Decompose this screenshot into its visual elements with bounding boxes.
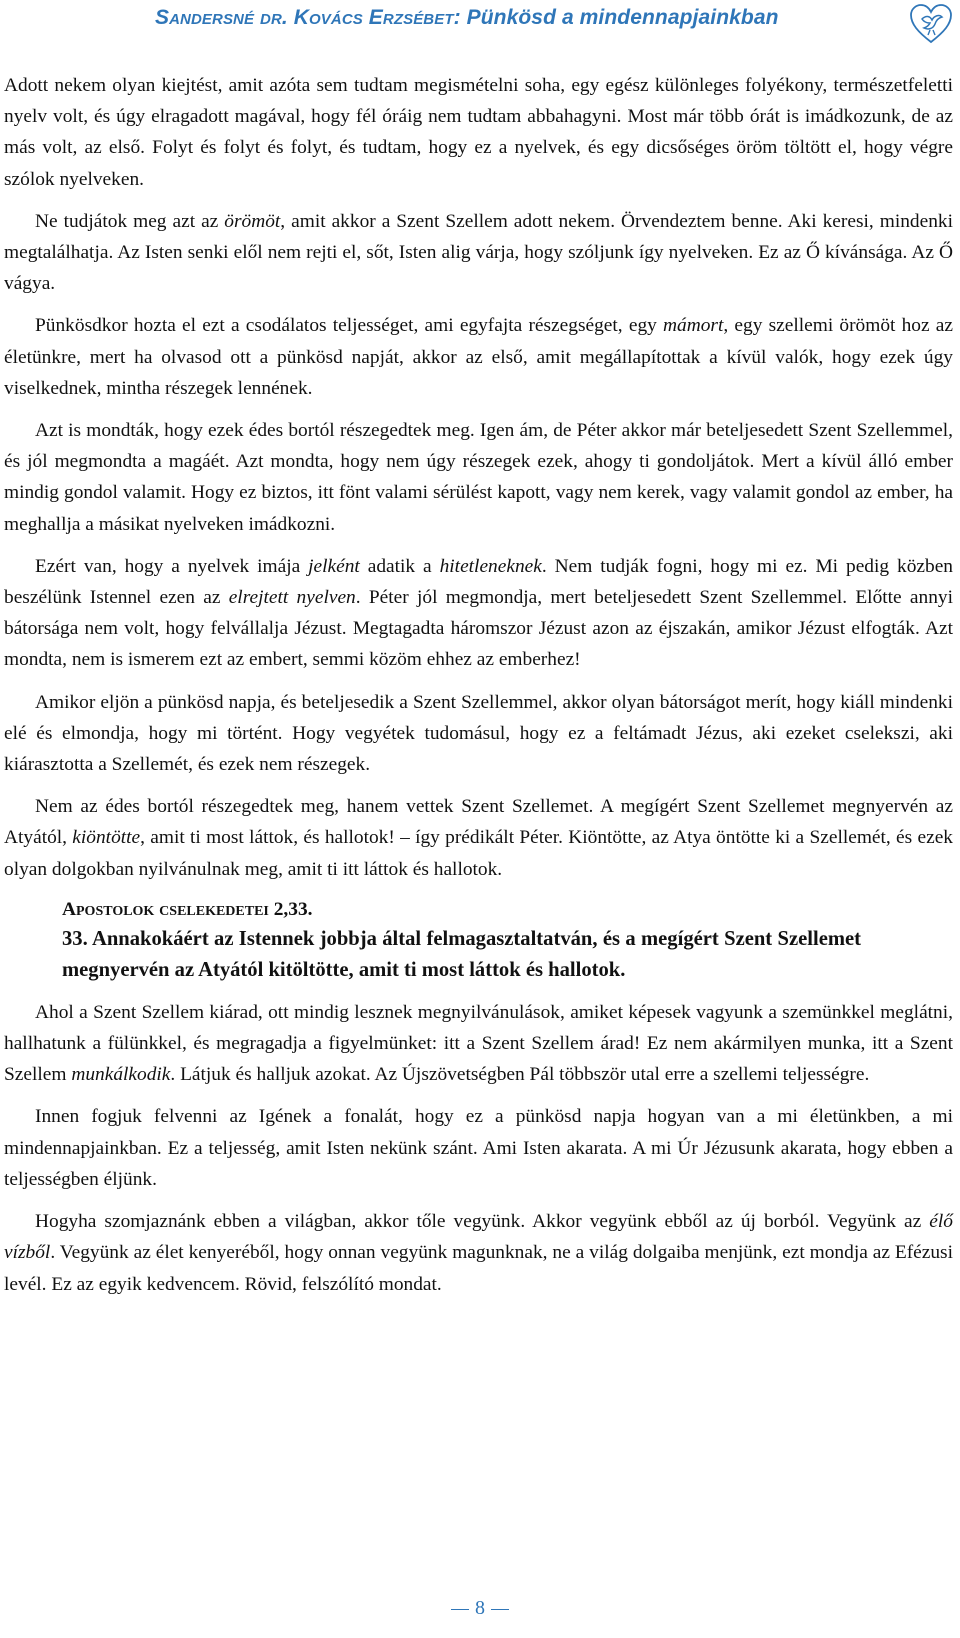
paragraph: Ne tudjátok meg azt az örömöt, amit akkor a Szent Szellem adott nekem. Örvendeztem benne. Aki keresi, mindenki megtalálhatja. Az Isten senki elől nem rejti el, sőt, Isten alig várja, hogy szóljunk így nyelveken. Ez az Ő kívánsága. Az Ő vágya. <box>4 210 953 295</box>
quote-text: 33. Annakokáért az Istennek jobbja által felmagasztaltatván, és a megígért Szent Szellemet megnyervén az Atyától kitöltötte, amit ti most láttok és hallotok. <box>62 927 861 981</box>
paragraph: Ezért van, hogy a nyelvek imája jelként adatik a hitetleneknek. Nem tudják fogni, hogy mi ez. Mi pedig közben beszélünk Istennel ezen az elrejtett nyelven. Péter jól megmondja, mert beteljesedett Szent Szellemmel. Előtte annyi bátorsága nem volt, hogy felvállalja Jézust. Megtagadta háromszor Jézust azon az éjszakán, amikor Jézust elfogták. Azt mondta, nem is ismerem ezt az embert, semmi közöm ehhez az emberhez! <box>4 555 953 671</box>
paragraph: Innen fogjuk felvenni az Igének a fonalát, hogy ez a pünkösd napja hogyan van a mi életünkben, a mi mindennapjainkban. Ez a teljesség, amit Isten nekünk szánt. Ami Isten akarata. A mi Úr Jézusunk akarata, hogy ebben a teljességben éljünk. <box>4 1106 953 1190</box>
page-body <box>4 70 953 1311</box>
paragraph: Hogyha szomjaznánk ebben a világban, akkor tőle vegyünk. Akkor vegyünk ebből az új borból. Vegyünk az élő vízből. Vegyünk az élet kenyeréből, hogy onnan vegyünk magunknak, ne a világ dolgaiba menjünk, ezt mondja az Efézusi levél. Ez az egyik kedvencem. Rövid, felszólító mondat. <box>4 1211 953 1295</box>
footer-dash-left <box>451 1609 469 1610</box>
footer-dash-right <box>491 1609 509 1610</box>
page-header <box>0 0 960 56</box>
quote-reference: Apostolok cselekedetei 2,33. <box>62 898 313 920</box>
paragraph: Nem az édes bortól részegedtek meg, hanem vettek Szent Szellemet. A megígért Szent Szellemet megnyervén az Atyától, kiöntötte, amit ti most láttok, és hallotok! – így prédikált Péter. Kiöntötte, az Atya öntötte ki a Szellemét, és ezek olyan dolgokban nyilvánulnak meg, amit ti itt láttok és hallotok. <box>4 796 953 880</box>
paragraph: Adott nekem olyan kiejtést, amit azóta sem tudtam megismételni soha, egy egész különleges folyékony, természetfeletti nyelv volt, és úgy elragadott magával, hogy fél óráig nem tudtam abbahagyni. Most már több órát is imádkozunk, de az más volt, az első. Folyt és folyt és folyt, és tudtam, hogy ez a nyelvek, és egy dicsőséges öröm töltött el, hogy végre szólok nyelveken. <box>4 75 953 190</box>
dove-heart-icon <box>908 2 954 46</box>
page-footer <box>0 1597 960 1620</box>
paragraph: Amikor eljön a pünkösd napja, és beteljesedik a Szent Szellemmel, akkor olyan bátorságot merít, hogy kiáll mindenki elé és elmondja, hogy mi történt. Hogy vegyétek tudomásul, hogy ez a feltámadt Jézus, aki ezeket cselekszi, aki kiárasztotta a Szellemét, és ezek nem részegek. <box>4 691 953 776</box>
running-title <box>155 6 779 30</box>
paragraph: Ahol a Szent Szellem kiárad, ott mindig lesznek megnyilvánulások, amiket képesek vagyunk a szemünkkel meglátni, hallhatunk a fülünkkel, és megragadja a figyelmünket: itt a Szent Szellem árad! Ez nem akármilyen munka, itt a Szent Szellem munkálkodik. Látjuk és halljuk azokat. Az Újszövetségben Pál többször utal erre a szellemi teljességre. <box>4 1001 953 1086</box>
header-author: Sandersné dr. Kovács Erzsébet: <box>155 6 461 29</box>
scripture-quote <box>4 896 953 986</box>
paragraph: Azt is mondták, hogy ezek édes bortól részegedtek meg. Igen ám, de Péter akkor már beteljesedett Szent Szellemmel, és jól megmondta a magáét. Azt mondta, hogy nem úgy részegek ezek, ahogy ti gondoljátok. Mert a kívül álló ember mindig gondol valamit. Hogy ez biztos, itt fönt valami sérülést kapott, vagy nem kerek, vagy valamit gondol az ember, ha meghallja a másikat nyelveken imádkozni. <box>4 420 953 535</box>
header-book-title: Pünkösd a mindennapjainkban <box>466 6 779 29</box>
page-number: 8 <box>475 1597 485 1619</box>
paragraph: Pünkösdkor hozta el ezt a csodálatos teljességet, ami egyfajta részegséget, egy mámort, egy szellemi örömöt hoz az életünkre, mert ha olvasod ott a pünkösd napját, akkor az első, amit megállapítottak a kívül valók, hogy ezek úgy viselkednek, mintha részegek lennének. <box>4 315 953 399</box>
